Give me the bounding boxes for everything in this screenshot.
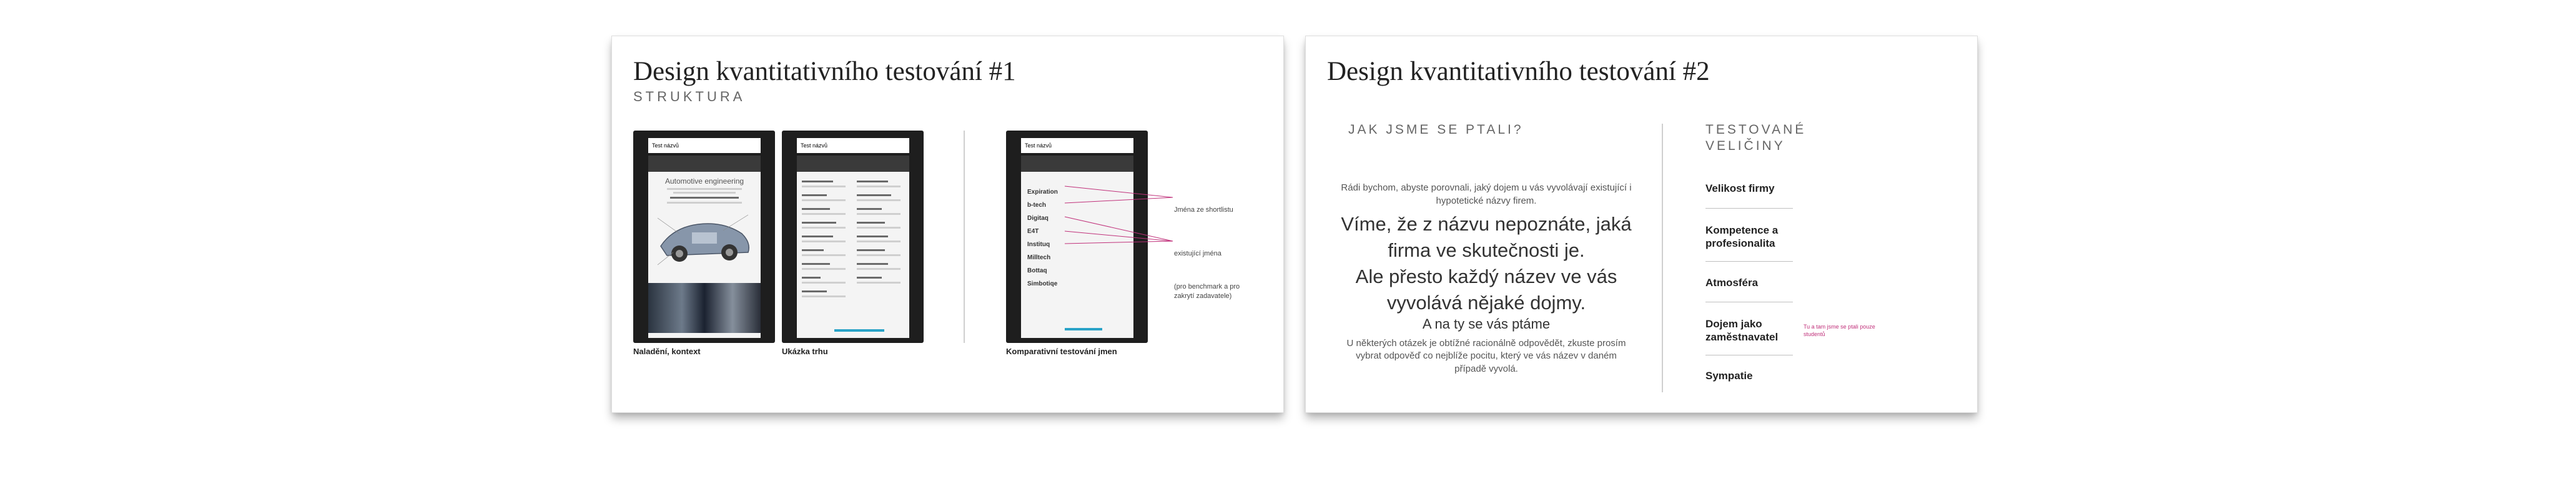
instruction-text: U některých otázek je obtížné racionálně odpovědět, zkuste prosím vybrat odpověď co nejblíže pocitu, který ve vás název v daném případě vyvolá.	[1346, 338, 1626, 374]
tested-name: Simbotiqe	[1027, 280, 1058, 287]
variable-employer-impression: Dojem jako zaměstnavatel	[1705, 318, 1779, 344]
phone-title-bar: Test názvů	[648, 138, 761, 153]
slide-subtitle: STRUKTURA	[633, 89, 746, 104]
variable-competence: Kompetence a profesionalita	[1705, 224, 1779, 250]
variable-atmosphere: Atmosféra	[1705, 277, 1759, 289]
section-heading-variables: TESTOVANÉ VELIČINY	[1705, 122, 1807, 154]
student-note: Tu a tam jsme se ptali pouze studentů	[1804, 324, 1875, 337]
tested-name: Expiration	[1027, 189, 1058, 196]
engineering-photos	[648, 283, 761, 333]
tested-name: Digitaq	[1027, 215, 1049, 222]
section-heading-how-we-asked: JAK JSME SE PTALI?	[1348, 122, 1524, 137]
annotation-shortlist: Jména ze shortlistu	[1174, 206, 1233, 214]
annotation-benchmark-2: zakrytí zadavatele)	[1174, 292, 1232, 300]
slide-1	[612, 36, 1283, 412]
intro-text: Rádi bychom, abyste porovnali, jaký dojem u vás vyvolávají existující i hypotetické názvy firem.	[1341, 182, 1632, 206]
annotation-existing: existující jména	[1174, 250, 1221, 257]
divider	[964, 131, 965, 343]
phone-title-bar: Test názvů	[797, 138, 909, 153]
phone-caption: Ukázka trhu	[782, 347, 828, 356]
tested-name: Bottaq	[1027, 267, 1047, 274]
car-illustration	[654, 209, 754, 268]
variable-company-size: Velikost firmy	[1705, 182, 1775, 194]
phone-screen	[797, 156, 909, 338]
tested-name: b-tech	[1027, 202, 1046, 209]
phone-caption: Naladění, kontext	[633, 347, 701, 356]
statement-2: Ale přesto každý název ve vás vyvolává nějaké dojmy.	[1355, 265, 1617, 314]
slide-title: Design kvantitativního testování #1	[633, 57, 1016, 86]
phone-header-text: Automotive engineering	[664, 177, 744, 186]
phone-mockup-market-sample	[782, 131, 924, 343]
annotation-lines	[1062, 174, 1177, 249]
phone-mockup-context	[633, 131, 775, 343]
statement-3: A na ty se vás ptáme	[1422, 316, 1551, 332]
phone-title-bar: Test názvů	[1021, 138, 1133, 153]
annotation-benchmark-1: (pro benchmark a pro	[1174, 283, 1240, 290]
slide-title: Design kvantitativního testování #2	[1327, 57, 1710, 86]
statement-1: Víme, že z názvu nepoznáte, jaká firma ve skutečnosti je.	[1341, 213, 1632, 261]
variable-sympathy: Sympatie	[1705, 370, 1753, 382]
slide-2	[1306, 36, 1977, 412]
tested-name: Instituq	[1027, 241, 1050, 248]
tested-name: E4T	[1027, 228, 1039, 235]
divider	[1662, 124, 1663, 392]
phone-caption: Komparativní testování jmen	[1006, 347, 1117, 356]
tested-name: Milltech	[1027, 254, 1051, 261]
phone-screen	[648, 156, 761, 338]
